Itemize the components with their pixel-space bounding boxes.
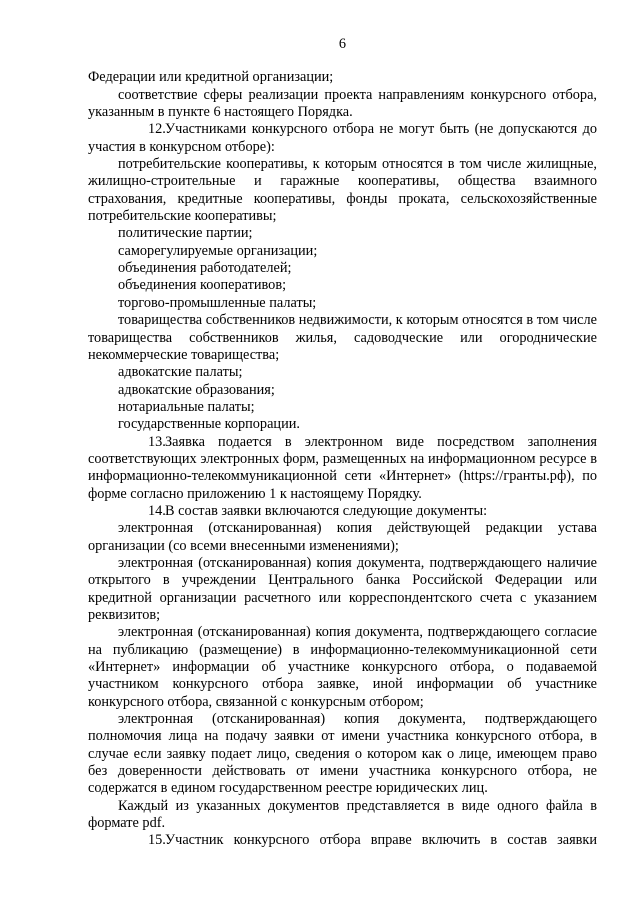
paragraph [88,225,597,242]
paragraph-text: политические партии; [118,225,253,242]
paragraph [88,69,597,86]
paragraph [88,624,597,711]
paragraph-text: нотариальные палаты; [118,398,255,415]
paragraph-text: электронная (отсканированная) копия документа, подтверждающего полномочия лица на подачу заявки от имени участника конкурсного отбора, в случае если заявку подает лицо, сведения о котором как о лице, имеющем право без доверенности действовать от имени участника конкурсного отбора, не содержатся в едином государственном реестре юридических лиц. [88,711,597,797]
paragraph-text: Заявка подается в электронном виде посредством заполнения соответствующих электронных форм, размещенных на информационном ресурсе в информационно-телекоммуникационной сети «Интернет» (https://гранты.рф), по форме согласно приложению 1 к настоящему Порядку. [88,433,597,502]
paragraph [88,277,597,294]
paragraph-text: товарищества собственников недвижимости, к которым относятся в том числе товарищества собственников жилья, садоводческие или огороднические некоммерческие товарищества; [88,312,597,363]
paragraph-text: Федерации или кредитной организации; [88,69,334,86]
paragraph [88,399,597,416]
paragraph-text: электронная (отсканированная) копия документа, подтверждающего наличие открытого в учреждении Центрального банка Российской Федерации или кредитной организации расчетного или корреспондентского счета с указанием реквизитов; [88,554,597,623]
paragraph-number: 13. [148,433,166,450]
paragraph-number: 14. [148,502,166,519]
paragraph [88,520,597,555]
paragraph-text: объединения кооперативов; [118,277,287,294]
paragraph-text: электронная (отсканированная) копия действующей редакции устава организации (со всеми внесенными изменениями); [88,520,597,554]
paragraph [88,555,597,624]
paragraph-text: объединения работодателей; [118,260,292,277]
paragraph-text: соответствие сферы реализации проекта направлениям конкурсного отбора, указанным в пункте 6 настоящего Порядка. [88,86,597,121]
paragraph [88,156,597,225]
paragraph [88,87,597,122]
document-page [88,36,597,850]
paragraph-text: государственные корпорации. [118,416,300,433]
paragraph-text: Участниками конкурсного отбора не могут быть (не допускаются до участия в конкурсном отборе): [88,121,597,155]
paragraph-text: Каждый из указанных документов представляется в виде одного файла в формате pdf. [88,797,597,832]
paragraph [88,798,597,833]
document-body [88,69,597,849]
paragraph-text: адвокатские палаты; [118,364,243,381]
paragraph [88,312,597,364]
paragraph-text: саморегулируемые организации; [118,242,318,259]
numbered-paragraph [88,434,597,503]
paragraph-number: 12. [148,121,166,138]
paragraph [88,260,597,277]
paragraph [88,416,597,433]
numbered-paragraph [88,832,597,849]
paragraph [88,382,597,399]
paragraph-text: адвокатские образования; [118,381,275,398]
numbered-paragraph [88,121,597,156]
paragraph [88,243,597,260]
paragraph-text: В состав заявки включаются следующие документы: [165,502,488,519]
paragraph [88,711,597,798]
paragraph-text: электронная (отсканированная) копия документа, подтверждающего согласие на публикацию (размещение) в информационно-телекоммуникационной сети «Интернет» информации об участнике конкурсного отбора, о подаваемой участником конкурсного отбора заявке, иной информации об участнике конкурсного отбора, связанной с конкурсным отбором; [88,624,597,710]
paragraph-number: 15. [148,832,166,849]
paragraph [88,295,597,312]
paragraph-text: Участник конкурсного отбора вправе включить в состав заявки [165,832,597,849]
paragraph-text: торгово-промышленные палаты; [118,294,317,311]
numbered-paragraph [88,503,597,520]
paragraph [88,364,597,381]
paragraph-text: потребительские кооперативы, к которым относятся в том числе жилищные, жилищно-строительные и гаражные кооперативы, общества взаимного страхования, кредитные кооперативы, фонды проката, сельскохозяйственные потребительские кооперативы; [88,156,597,225]
page-number: 6 [338,36,347,52]
